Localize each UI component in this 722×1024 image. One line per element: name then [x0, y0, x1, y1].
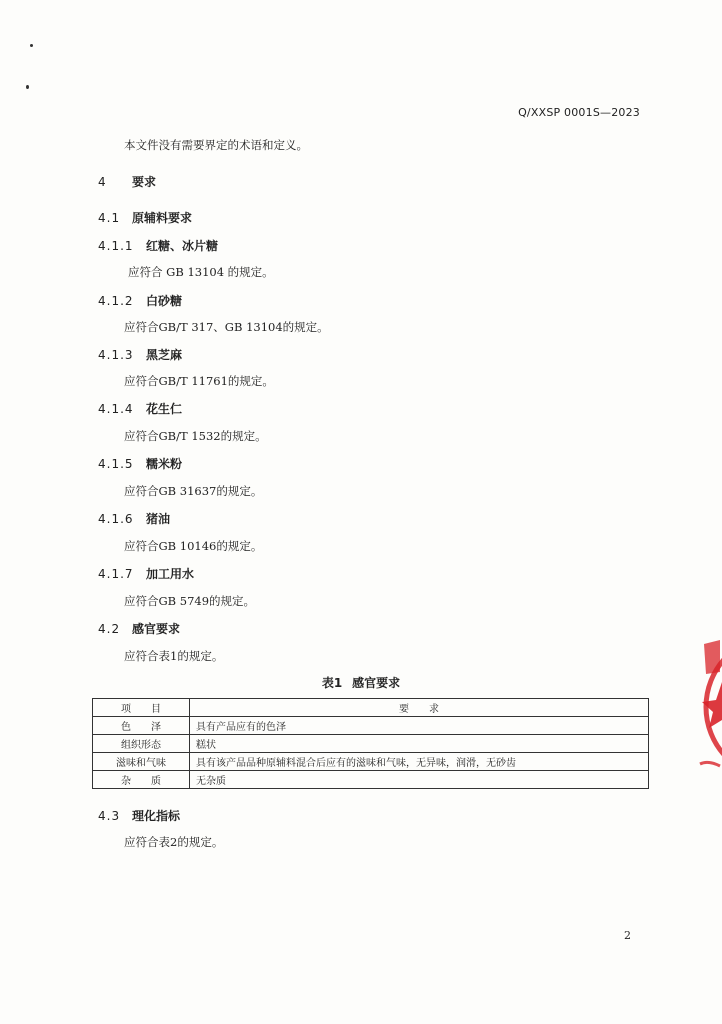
section-title: 花生仁 — [146, 402, 183, 416]
section-4-1-4-text: 应符合GB/T 1532的规定。 — [124, 429, 267, 443]
section-number: 4.1.4 — [98, 402, 134, 416]
section-title: 黑芝麻 — [146, 348, 183, 362]
table-header-row — [93, 699, 649, 717]
section-number: 4.2 — [98, 622, 121, 636]
table-cell-requirement: 无杂质 — [190, 771, 649, 789]
section-title: 猪油 — [146, 512, 171, 526]
sensory-requirements-table — [92, 698, 649, 789]
table-cell-requirement: 具有该产品品种原辅料混合后应有的滋味和气味，无异味，润滑，无砂齿 — [190, 753, 649, 771]
table-row — [93, 753, 649, 771]
section-4-1-6-heading — [98, 510, 170, 527]
section-number: 4 — [98, 175, 107, 189]
intro-text: 本文件没有需要界定的术语和定义。 — [124, 138, 308, 152]
section-4-2-heading — [98, 620, 180, 637]
section-4-1-7-text: 应符合GB 5749的规定。 — [124, 594, 256, 608]
section-4-1-6-text: 应符合GB 10146的规定。 — [124, 539, 263, 553]
section-number: 4.1.7 — [98, 567, 134, 581]
section-number: 4.1.3 — [98, 348, 134, 362]
section-4-3-heading — [98, 807, 180, 824]
section-title: 红糖、冰片糖 — [146, 239, 219, 253]
seal-icon — [698, 632, 722, 782]
section-4-1-1-text: 应符合 GB 13104 的规定。 — [128, 265, 274, 279]
table-cell-item: 滋味和气味 — [93, 753, 190, 771]
section-title: 糯米粉 — [146, 457, 183, 471]
company-seal — [698, 632, 722, 782]
document-code: Q/XXSP 0001S—2023 — [518, 106, 640, 119]
section-title: 理化指标 — [132, 809, 181, 823]
section-4-1-2-text: 应符合GB/T 317、GB 13104的规定。 — [124, 320, 329, 334]
section-4-1-7-heading — [98, 565, 194, 582]
section-title: 加工用水 — [146, 567, 195, 581]
section-4-1-5-heading — [98, 455, 182, 472]
section-4-1-5-text: 应符合GB 31637的规定。 — [124, 484, 263, 498]
section-4-1-3-text: 应符合GB/T 11761的规定。 — [124, 374, 274, 388]
page-number: 2 — [624, 929, 631, 942]
section-title: 要求 — [132, 175, 157, 189]
table-row — [93, 735, 649, 753]
section-4-heading — [98, 173, 156, 190]
section-title: 白砂糖 — [146, 294, 183, 308]
table-number: 表1 — [321, 676, 343, 690]
table-cell-requirement: 糕状 — [190, 735, 649, 753]
section-title: 原辅料要求 — [132, 211, 193, 225]
section-number: 4.3 — [98, 809, 121, 823]
table-row — [93, 771, 649, 789]
section-4-1-3-heading — [98, 346, 182, 363]
table-cell-item: 杂 质 — [93, 771, 190, 789]
table-cell-requirement: 具有产品应有的色泽 — [190, 717, 649, 735]
header-item: 项 目 — [93, 699, 190, 717]
section-4-3-text: 应符合表2的规定。 — [124, 835, 224, 849]
section-number: 4.1.6 — [98, 512, 134, 526]
section-4-2-text: 应符合表1的规定。 — [124, 649, 224, 663]
section-number: 4.1.5 — [98, 457, 134, 471]
section-4-1-2-heading — [98, 292, 182, 309]
section-4-1-heading — [98, 209, 192, 226]
table-cell-item: 色 泽 — [93, 717, 190, 735]
table-caption — [0, 674, 722, 691]
section-number: 4.1 — [98, 211, 121, 225]
header-requirement: 要 求 — [190, 699, 649, 717]
section-4-1-1-heading — [98, 237, 218, 254]
section-title: 感官要求 — [132, 622, 181, 636]
table-cell-item: 组织形态 — [93, 735, 190, 753]
section-4-1-4-heading — [98, 400, 182, 417]
table-title: 感官要求 — [352, 676, 401, 690]
section-number: 4.1.2 — [98, 294, 134, 308]
table-row — [93, 717, 649, 735]
scan-speck — [26, 85, 29, 89]
scan-speck — [30, 44, 33, 47]
section-number: 4.1.1 — [98, 239, 134, 253]
